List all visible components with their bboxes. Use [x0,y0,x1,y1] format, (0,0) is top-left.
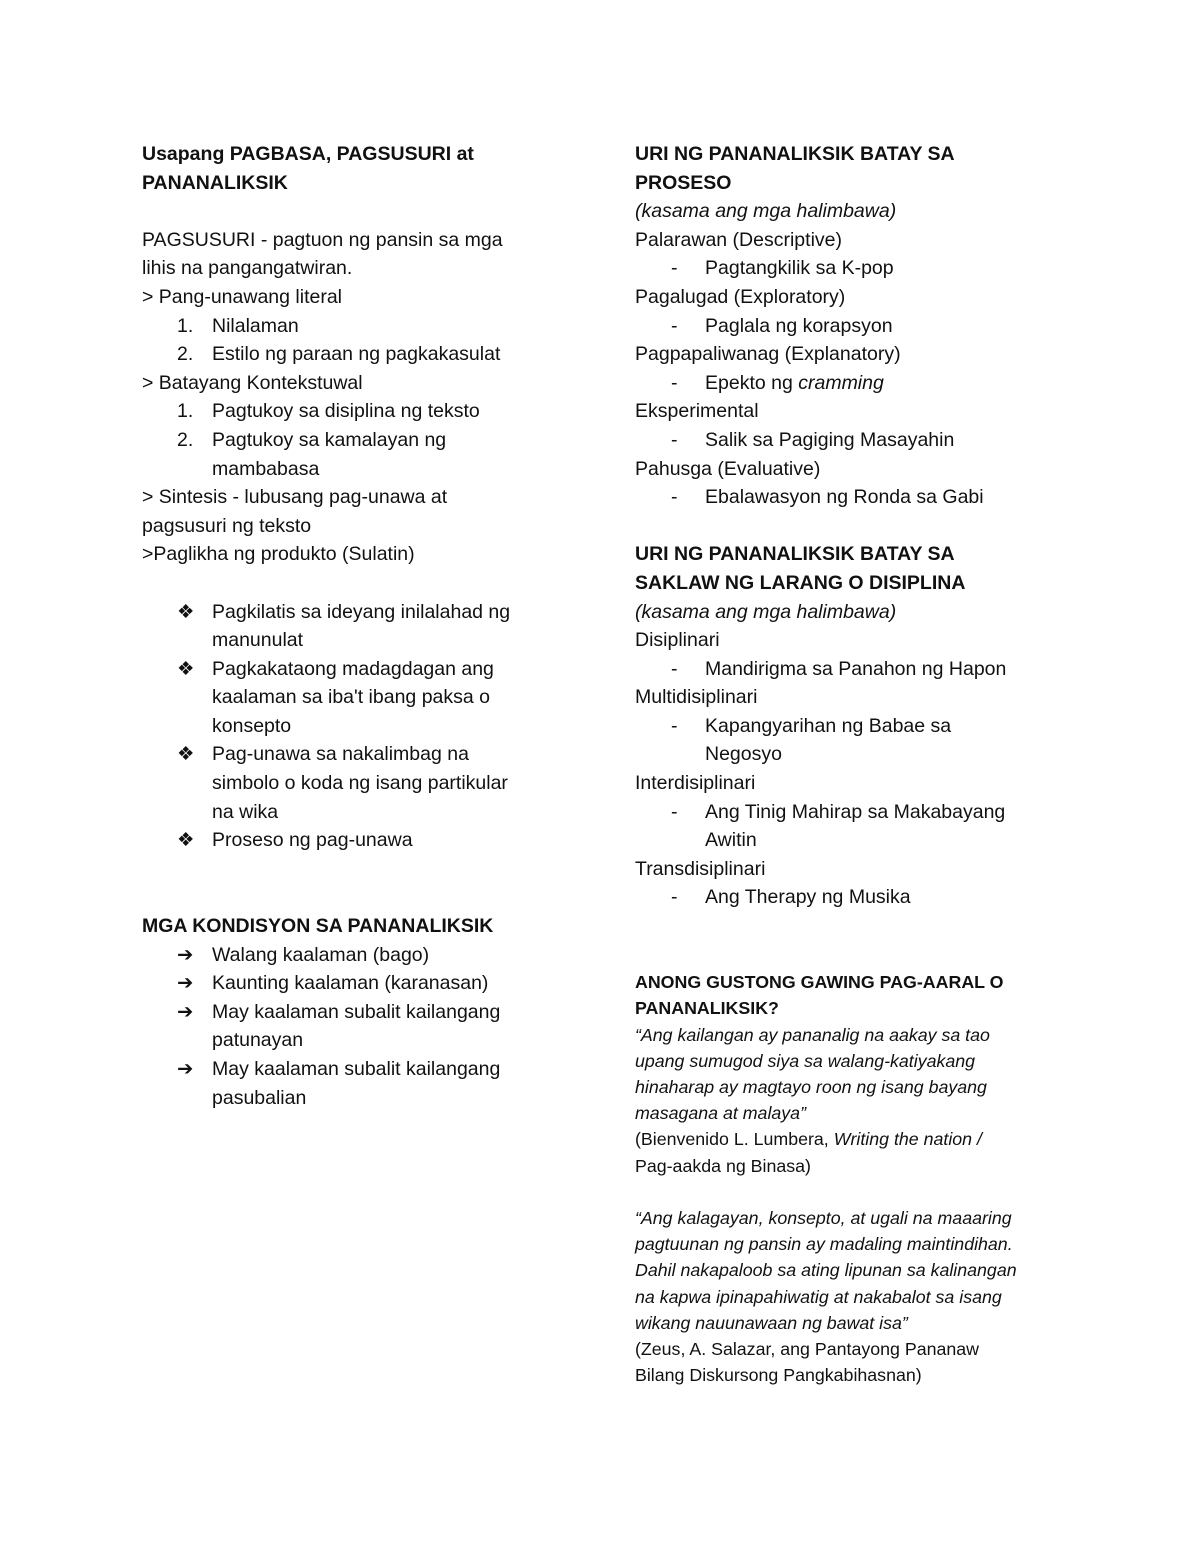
quote-line: Dahil nakapaloob sa ating lipunan sa kalinangan [635,1260,1017,1281]
quote-line: “Ang kalagayan, konsepto, at ugali na maaaring [635,1208,1012,1229]
list-text: May kaalaman subalit kailangang [212,1058,501,1080]
list-text: Pag-unawa sa nakalimbag na [212,743,469,766]
list-text: Kaunting kaalaman (karanasan) [212,972,489,995]
proseso-heading-line-1: URI NG PANANALIKSIK BATAY SA [635,143,955,165]
saklaw-example [635,712,1075,769]
list-number: 2. [177,428,194,451]
list-text: Proseso ng pag-unawa [212,829,413,852]
citation-salazar-line-1: (Zeus, A. Salazar, ang Pantayong Pananaw [635,1339,979,1360]
list-text: Walang kaalaman (bago) [212,943,430,966]
list-text: konsepto [212,714,292,737]
example-text: Salik sa Pagiging Masayahin [705,428,955,451]
diamond-list-item [142,598,562,655]
diamond-list-item [142,655,562,741]
dash-bullet: - [671,486,678,509]
proseso-type-name: Palarawan (Descriptive) [635,228,842,251]
diamond-bullet-icon: ❖ [177,600,195,623]
kontekstuwal-item [142,426,562,483]
list-text: kaalaman sa iba't ibang paksa o [212,686,490,709]
list-text: simbolo o koda ng isang partikular [212,772,508,795]
diamond-bullet-icon: ❖ [177,657,195,680]
kontekstuwal-heading: > Batayang Kontekstuwal [142,371,363,394]
list-text: Pagtukoy sa disiplina ng teksto [212,400,480,423]
diamond-list-item [142,826,562,855]
saklaw-heading-line-2: SAKLAW NG LARANG O DISIPLINA [635,571,966,594]
dash-bullet: - [671,371,678,394]
kondisyon-item [142,969,562,998]
citation-lumbera-line-2: Pag-aakda ng Binasa) [635,1155,811,1176]
doc-title-line-1: Usapang PAGBASA, PAGSUSURI at [142,143,474,165]
kondisyon-item [142,998,562,1055]
arrow-bullet-icon: ➔ [177,1000,194,1023]
anong-heading-line-2: PANANALIKSIK? [635,998,779,1019]
list-number: 2. [177,343,194,366]
saklaw-type-name: Multidisiplinari [635,686,758,709]
list-text: Estilo ng paraan ng pagkakasulat [212,343,501,366]
paglikha-line: >Paglikha ng produkto (Sulatin) [142,543,415,566]
proseso-example [635,369,1075,398]
kondisyon-item [142,941,562,970]
proseso-example [635,426,1075,455]
kontekstuwal-item [142,397,562,426]
example-text: Awitin [705,829,757,852]
doc-title-line-2: PANANALIKSIK [142,171,288,194]
arrow-bullet-icon: ➔ [177,1058,194,1080]
example-text: Ebalawasyon ng Ronda sa Gabi [705,486,984,509]
proseso-type-name: Eksperimental [635,400,759,423]
list-number: 1. [177,314,194,337]
example-text: Paglala ng korapsyon [705,314,893,337]
saklaw-heading-line-1: URI NG PANANALIKSIK BATAY SA [635,543,955,566]
kondisyon-item [142,1055,562,1112]
list-text: pasubalian [212,1086,307,1109]
sintesis-line-1: > Sintesis - lubusang pag-unawa at [142,486,448,509]
diamond-list [142,598,562,855]
saklaw-type-name: Interdisiplinari [635,772,756,795]
pagsusuri-definition-line-2: lihis na pangangatwiran. [142,257,353,280]
saklaw-type-name: Disiplinari [635,629,720,652]
list-text: na wika [212,800,279,823]
arrow-bullet-icon: ➔ [177,943,194,966]
example-text: Ang Therapy ng Musika [705,886,911,909]
dash-bullet: - [671,257,678,280]
dash-bullet: - [671,657,678,680]
quote-salazar [635,1205,1075,1336]
anong-heading-line-1: ANONG GUSTONG GAWING PAG-AARAL O [635,972,1004,993]
example-text: Negosyo [705,743,782,766]
citation-text: (Bienvenido L. Lumbera, [635,1129,834,1150]
list-text: Nilalaman [212,314,299,337]
citation-title: Writing the nation / [833,1129,982,1150]
left-column [142,140,562,1112]
kondisyon-heading: MGA KONDISYON SA PANANALIKSIK [142,915,494,938]
proseso-example [635,254,1075,283]
literal-item [142,340,562,369]
literal-heading: > Pang-unawang literal [142,285,343,308]
saklaw-example [635,798,1075,855]
example-text: Mandirigma sa Panahon ng Hapon [705,657,1007,680]
citation-lumbera-line-1 [635,1126,1075,1152]
proseso-type-name: Pagalugad (Exploratory) [635,285,846,308]
dash-bullet: - [671,314,678,337]
arrow-bullet-icon: ➔ [177,972,194,995]
list-number: 1. [177,400,194,423]
saklaw-example [635,655,1075,684]
example-text: Kapangyarihan ng Babae sa [705,714,952,737]
quote-lumbera [635,1022,1075,1127]
proseso-note: (kasama ang mga halimbawa) [635,200,897,223]
quote-line: hinaharap ay magtayo roon ng isang bayang [635,1077,987,1098]
quote-line: na kapwa ipinapahiwatig at nakabalot sa isang [635,1286,1002,1307]
proseso-heading-line-2: PROSESO [635,171,732,194]
diamond-bullet-icon: ❖ [177,829,195,852]
proseso-type-name: Pagpapaliwanag (Explanatory) [635,343,901,366]
saklaw-type-name: Transdisiplinari [635,857,766,880]
pagsusuri-definition-line-1: PAGSUSURI - pagtuon ng pansin sa mga [142,228,503,251]
example-text: Epekto ng [705,371,799,394]
literal-item [142,312,562,341]
citation-salazar-line-2: Bilang Diskursong Pangkabihasnan) [635,1365,922,1386]
diamond-list-item [142,740,562,826]
list-text: Pagkilatis sa ideyang inilalahad ng [212,600,511,623]
saklaw-list [635,626,1075,912]
right-column [635,140,1075,1388]
list-text: manunulat [212,629,304,652]
list-text: Pagkakataong madagdagan ang [212,657,494,680]
quote-line: upang sumugod siya sa walang-katiyakang [635,1050,976,1071]
example-text: Ang Tinig Mahirap sa Makabayang [705,800,1006,823]
list-text: mambabasa [212,457,320,480]
sintesis-line-2: pagsusuri ng teksto [142,514,312,537]
dash-bullet: - [671,800,678,823]
quote-line: wikang nauunawaan ng bawat isa” [635,1312,908,1333]
proseso-example [635,483,1075,512]
dash-bullet: - [671,886,678,909]
list-text: May kaalaman subalit kailangang [212,1000,501,1023]
saklaw-example [635,883,1075,912]
example-text: Pagtangkilik sa K-pop [705,257,894,280]
proseso-example [635,312,1075,341]
example-italic-text: cramming [798,371,884,394]
proseso-type-name: Pahusga (Evaluative) [635,457,821,480]
quote-line: “Ang kailangan ay pananalig na aakay sa tao [635,1024,990,1045]
dash-bullet: - [671,714,678,737]
arrow-list [142,941,562,1113]
quote-line: pagtuunan ng pansin ay madaling maintindihan. [635,1234,1013,1255]
saklaw-note: (kasama ang mga halimbawa) [635,600,897,623]
diamond-bullet-icon: ❖ [177,743,195,766]
dash-bullet: - [671,428,678,451]
proseso-list [635,226,1075,512]
list-text: Pagtukoy sa kamalayan ng [212,428,447,451]
list-text: patunayan [212,1029,304,1052]
quote-line: masagana at malaya” [635,1103,806,1124]
